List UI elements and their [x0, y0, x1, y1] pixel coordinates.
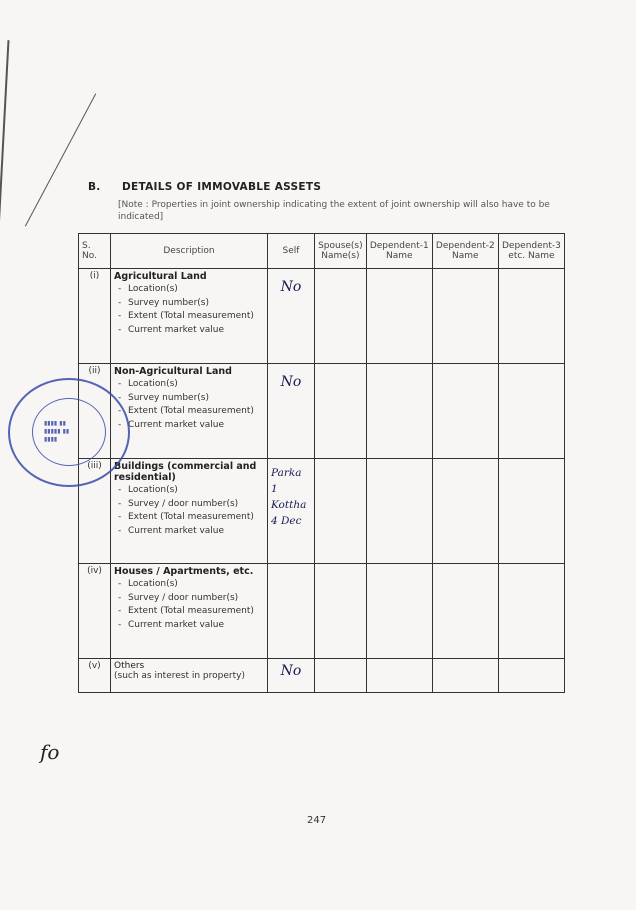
- official-seal-stamp: [8, 378, 130, 487]
- row-sub-items: [114, 379, 264, 431]
- list-item: - Current market value: [114, 620, 264, 632]
- handwritten-signature: fo: [40, 740, 60, 764]
- section-title: DETAILS OF IMMOVABLE ASSETS: [121, 181, 322, 193]
- row-description: [111, 269, 268, 364]
- self-entry-handwritten: [268, 459, 315, 564]
- spouse-cell: [315, 564, 367, 659]
- section-number: B.: [88, 181, 101, 193]
- spouse-cell: [315, 269, 367, 364]
- list-item: - Survey number(s): [114, 393, 264, 405]
- self-entry-handwritten: No: [268, 659, 315, 693]
- dependent-1-cell: [366, 659, 432, 693]
- list-item: - Survey / door number(s): [114, 499, 264, 511]
- header-spouse: Spouse(s) Name(s): [315, 234, 367, 269]
- dependent-2-cell: [432, 659, 498, 693]
- dependent-3-cell: [498, 659, 564, 693]
- row-category: Agricultural Land: [114, 271, 207, 282]
- seal-lettering: ▮▮▮▮ ▮▮ ▮▮▮▮▮ ▮▮ ▮▮▮▮: [44, 420, 70, 443]
- page-number: 247: [307, 815, 327, 826]
- row-description: [111, 459, 268, 564]
- dependent-2-cell: [432, 564, 498, 659]
- header-description: Description: [111, 234, 268, 269]
- self-entry-handwritten: No: [268, 269, 315, 364]
- table-row: [79, 364, 565, 459]
- dependent-2-cell: [432, 459, 498, 564]
- row-description: [111, 659, 268, 693]
- header-dependent-1: Dependent-1 Name: [366, 234, 432, 269]
- spouse-cell: [315, 364, 367, 459]
- row-category: Others: [114, 661, 145, 671]
- dependent-1-cell: [366, 364, 432, 459]
- table-row: [79, 459, 565, 564]
- row-category: Non-Agricultural Land: [114, 366, 232, 377]
- dependent-3-cell: [498, 459, 564, 564]
- list-item: - Survey / door number(s): [114, 593, 264, 605]
- header-sno: S. No.: [79, 234, 111, 269]
- dependent-2-cell: [432, 364, 498, 459]
- row-sno: (iv): [79, 564, 111, 659]
- list-item: - Location(s): [114, 579, 264, 591]
- self-entry-handwritten: No: [268, 364, 315, 459]
- header-dependent-2: Dependent-2 Name: [432, 234, 498, 269]
- row-sno: (i): [79, 269, 111, 364]
- list-item: - Location(s): [114, 485, 264, 497]
- section-heading: [88, 181, 321, 193]
- row-subtitle: (such as interest in property): [114, 671, 245, 681]
- row-sub-items: [114, 284, 264, 336]
- handwritten-line: 4 Dec: [271, 515, 302, 527]
- dependent-1-cell: [366, 459, 432, 564]
- table-header-row: [79, 234, 565, 269]
- section-note: [Note : Properties in joint ownership indicating the extent of joint ownership will also have to be indicated]: [118, 200, 550, 222]
- table-row: [79, 269, 565, 364]
- table-row: [79, 659, 565, 693]
- list-item: - Extent (Total measurement): [114, 606, 264, 618]
- list-item: - Current market value: [114, 420, 264, 432]
- scan-mark: [0, 40, 9, 250]
- spouse-cell: [315, 459, 367, 564]
- handwritten-line: Parka: [271, 467, 302, 479]
- list-item: - Location(s): [114, 284, 264, 296]
- row-category: Buildings (commercial and residential): [114, 461, 257, 483]
- dependent-2-cell: [432, 269, 498, 364]
- list-item: - Extent (Total measurement): [114, 512, 264, 524]
- row-sub-items: [114, 485, 264, 537]
- handwritten-line: 1 Kottha: [271, 483, 307, 511]
- row-category: Houses / Apartments, etc.: [114, 566, 254, 577]
- row-description: [111, 364, 268, 459]
- immovable-assets-table: [78, 233, 565, 693]
- dependent-1-cell: [366, 564, 432, 659]
- table-row: [79, 564, 565, 659]
- dependent-3-cell: [498, 364, 564, 459]
- scan-mark: [25, 94, 96, 227]
- row-sno: (ii): [79, 364, 111, 459]
- list-item: - Current market value: [114, 325, 264, 337]
- list-item: - Extent (Total measurement): [114, 406, 264, 418]
- row-sub-items: [114, 579, 264, 631]
- self-entry-handwritten: [268, 564, 315, 659]
- dependent-1-cell: [366, 269, 432, 364]
- list-item: - Survey number(s): [114, 298, 264, 310]
- row-description: [111, 564, 268, 659]
- row-sno: (iii): [79, 459, 111, 564]
- dependent-3-cell: [498, 269, 564, 364]
- list-item: - Location(s): [114, 379, 264, 391]
- header-self: Self: [268, 234, 315, 269]
- row-sno: (v): [79, 659, 111, 693]
- header-dependent-3: Dependent-3 etc. Name: [498, 234, 564, 269]
- spouse-cell: [315, 659, 367, 693]
- dependent-3-cell: [498, 564, 564, 659]
- list-item: - Extent (Total measurement): [114, 311, 264, 323]
- list-item: - Current market value: [114, 526, 264, 538]
